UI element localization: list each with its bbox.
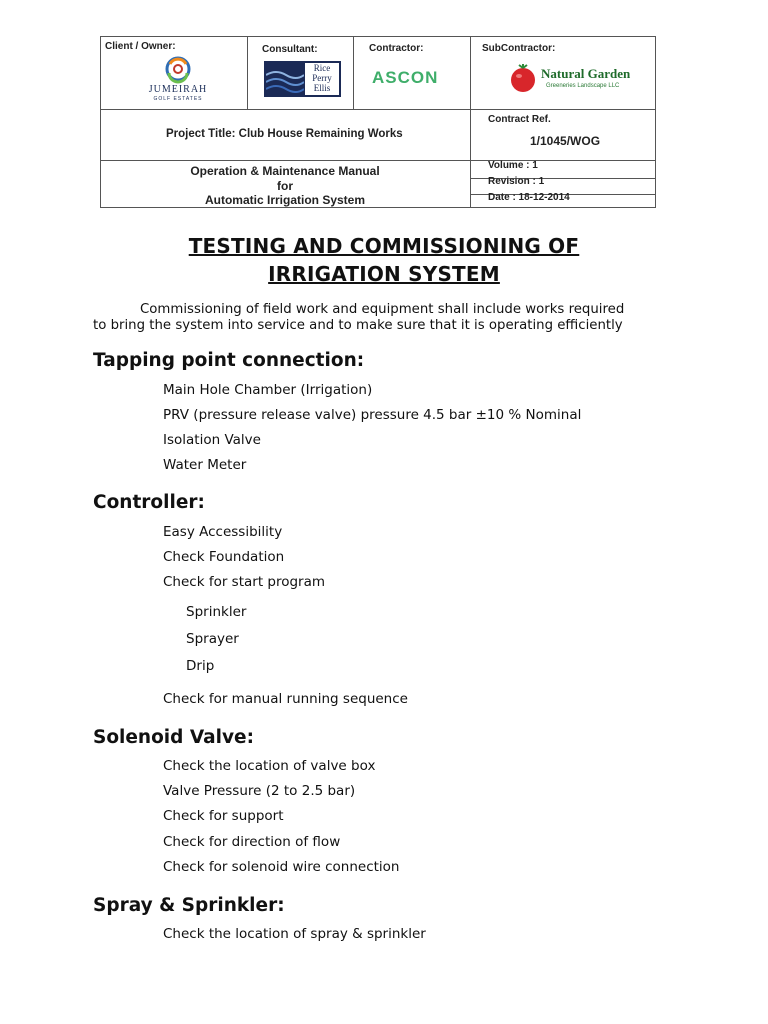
intro-line1: Commissioning of field work and equipment shall include works required — [140, 302, 625, 317]
section-heading-controller: Controller: — [93, 492, 205, 513]
list-item: Check for direction of flow — [163, 834, 341, 850]
list-item: Check for start program — [163, 574, 326, 590]
ascon-logo: ASCON — [372, 68, 439, 87]
list-item: Check the location of spray & sprinkler — [163, 926, 426, 942]
list-item: Isolation Valve — [163, 432, 261, 448]
client-owner-label: Client / Owner: — [105, 41, 176, 52]
contractor-label: Contractor: — [369, 43, 424, 54]
list-item: Valve Pressure (2 to 2.5 bar) — [163, 783, 356, 799]
section-heading-spray-sprinkler: Spray & Sprinkler: — [93, 895, 285, 916]
list-item: Main Hole Chamber (Irrigation) — [163, 382, 373, 398]
document-header-table — [100, 36, 656, 208]
manual-title-line3: Automatic Irrigation System — [204, 193, 366, 207]
border-top — [100, 36, 656, 37]
consultant-label: Consultant: — [262, 44, 318, 55]
manual-title-line2: for — [277, 179, 293, 193]
list-item: Easy Accessibility — [163, 524, 283, 540]
document-title-line2: IRRIGATION SYSTEM — [268, 262, 500, 286]
natural-garden-name: Natural Garden — [541, 66, 631, 81]
jumeirah-logo — [134, 56, 222, 100]
list-item: Water Meter — [163, 457, 247, 473]
border-right — [655, 36, 656, 208]
natural-garden-logo — [508, 62, 638, 96]
tomato-icon — [508, 63, 538, 93]
border-col3 — [470, 36, 471, 208]
volume-info: Volume : 1 — [488, 160, 538, 171]
section-heading-tapping-point: Tapping point connection: — [93, 350, 365, 371]
intro-line2: to bring the system into service and to make sure that it is operating efficiently — [93, 318, 623, 333]
sub-list-item: Sprayer — [186, 631, 239, 647]
sub-list-item: Drip — [186, 658, 215, 674]
list-item: Check Foundation — [163, 549, 285, 565]
contract-ref-value: 1/1045/WOG — [530, 134, 601, 148]
document-title-line1: TESTING AND COMMISSIONING OF — [188, 234, 580, 258]
project-title: Project Title: Club House Remaining Works — [166, 128, 403, 140]
list-item: Check for support — [163, 808, 284, 824]
border-bottom — [100, 207, 656, 208]
subcontractor-label: SubContractor: — [482, 43, 556, 54]
waves-icon — [266, 65, 304, 93]
list-item: Check for solenoid wire connection — [163, 859, 400, 875]
natural-garden-tagline: Greeneries Landscape LLC — [546, 83, 620, 89]
manual-title-line1: Operation & Maintenance Manual — [190, 164, 380, 178]
date-info: Date : 18-12-2014 — [488, 192, 570, 203]
border-row2 — [100, 160, 656, 161]
revision-info: Revision : 1 — [488, 176, 545, 187]
list-item: Check for manual running sequence — [163, 691, 408, 707]
list-item: Check the location of valve box — [163, 758, 376, 774]
jumeirah-swirl-icon — [134, 56, 222, 86]
border-col2 — [353, 36, 354, 110]
jumeirah-logo-text: JUMEIRAH — [148, 84, 208, 95]
border-col1 — [247, 36, 248, 110]
section-heading-solenoid-valve: Solenoid Valve: — [93, 727, 254, 748]
rice-perry-ellis-logo — [264, 61, 341, 97]
rpe-logo-text: Rice Perry Ellis — [312, 63, 332, 93]
sub-list-item: Sprinkler — [186, 604, 247, 620]
border-row1 — [100, 109, 656, 110]
jumeirah-logo-subtext: GOLF ESTATES — [153, 96, 203, 102]
contract-ref-label: Contract Ref. — [488, 114, 551, 125]
list-item: PRV (pressure release valve) pressure 4.5 bar ±10 % Nominal — [163, 407, 582, 423]
